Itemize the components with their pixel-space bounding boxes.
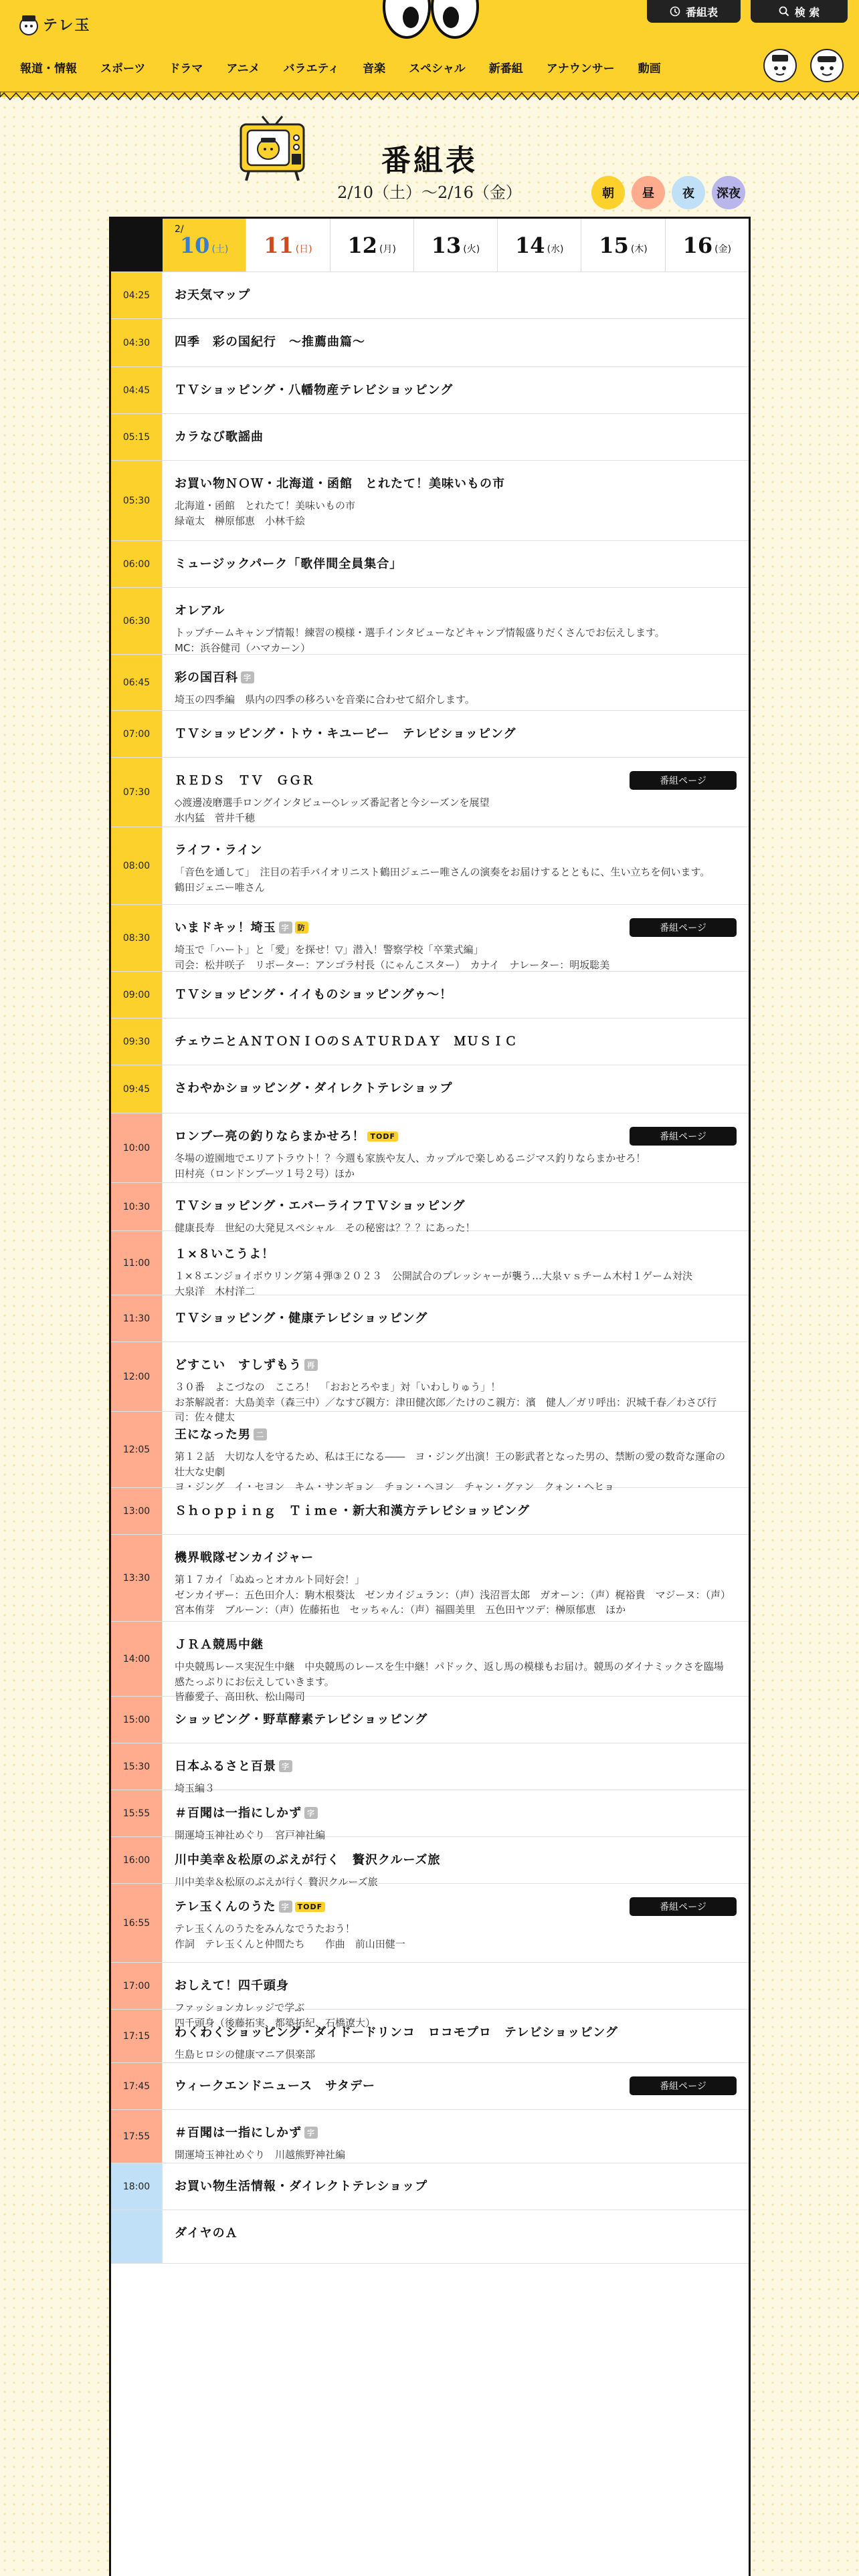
day-tab[interactable] [581,219,665,272]
program-time: 15:00 [111,1697,163,1743]
program-info [163,1535,749,1621]
program-description-line: 生島ヒロシの健康マニア倶楽部 [175,2048,316,2060]
program-title[interactable] [175,1548,737,1566]
tab-day-of-week: (火) [463,243,480,255]
site-header [0,0,859,97]
program-title[interactable] [175,1196,737,1214]
program-row[interactable] [111,1790,749,1841]
program-title[interactable] [175,1804,737,1821]
day-tabs [111,219,749,272]
program-info [163,905,749,971]
program-time: 04:30 [111,319,163,366]
program-title-text: いまドキッ！埼玉 [175,921,276,935]
program-time: 05:30 [111,461,163,540]
tab-day-of-week: (水) [547,243,564,255]
program-description-line: ゼンカイザー：五色田介人：駒木根葵汰 ゼンカイジュラン：（声）浅沼晋太郎 ガオーン：（声）梶裕貴 マジーヌ：（声）宮本侑芽 ブルーン：（声）佐藤拓也 セッちゃん：（声）福圓美里 五色田ヤツデ：榊原郁恵 ほか [175,1588,726,1616]
program-title-text: 機界戦隊ゼンカイジャー [175,1551,314,1565]
search-icon [779,6,789,17]
program-description [175,1269,737,1299]
program-description [175,498,737,528]
program-schedule [109,217,751,2576]
mascot-logo-icon [19,13,39,35]
program-time: 06:30 [111,588,163,654]
tab-day-number: 14 [515,232,545,258]
program-time: 04:45 [111,367,163,413]
program-title-text: ＴＶショッピング・八幡物産テレビショッピング [175,383,454,397]
program-description-line: 開運埼玉神社めぐり 川越熊野神社編 [175,2149,346,2161]
program-row[interactable] [111,711,749,758]
tab-day-of-week: (土) [211,243,229,255]
program-title-text: ショッピング・野草酵素テレビショッピング [175,1713,428,1727]
program-info [163,1183,749,1234]
program-row[interactable] [111,1488,749,1535]
program-description-line: 第１７カイ「ぬぬっとオカルト同好会！」 [175,1574,365,1586]
program-description-line: 冬場の遊園地でエリアトラウト！？今週も家族や友人、カップルで楽しめるニジマス釣りならまかせろ！ [175,1152,646,1164]
program-title-text: お買い物生活情報・ダイレクトテレショップ [175,2179,428,2193]
program-badge: 二 [254,1428,267,1440]
program-info [163,588,749,654]
program-row[interactable] [111,272,749,319]
program-title[interactable] [175,1976,737,1994]
program-title-text: わくわくショッピング・ダイドードリンコ ロコモプロ テレビショッピング [175,2026,618,2040]
day-tab[interactable] [163,219,246,272]
program-row[interactable] [111,1018,749,1065]
program-title[interactable] [175,474,737,492]
program-title[interactable] [175,1425,737,1442]
program-title[interactable] [175,332,737,350]
program-description-line: 皆藤愛子、高田秋、松山陽司 [175,1691,306,1703]
program-time: 08:30 [111,905,163,971]
program-title-text: ウィークエンドニュース サタデー [175,2079,376,2093]
program-row[interactable] [111,2010,749,2063]
program-info [163,655,749,710]
program-title[interactable] [175,1501,737,1519]
program-title[interactable] [175,1757,737,1774]
program-info [163,1412,749,1493]
program-description-line: １×８エンジョイボウリング第４弾③２０２３ 公開試合のプレッシャーが襲う…大泉ｖｓチーム木村１ゲーム対決 [175,1270,692,1282]
program-info [163,1963,749,2029]
program-time: 05:15 [111,414,163,460]
program-title-text: ミュージックパーク「歌伴間全員集合」 [175,557,403,571]
program-description-line: 第１２話 大切な人を守るため、私は王になる―― ヨ・ジング出演！王の影武者となった男の、禁断の愛の数奇な運命の壮大な史劇 [175,1451,726,1478]
program-description [175,625,737,655]
program-description-line: ３０番 よこづなの こころ！ 「おおとろやま」対「いわしりゅう」！ [175,1381,501,1393]
tab-day-number: 16 [682,232,713,258]
program-title-text: 日本ふるさと百景 [175,1759,276,1774]
program-info [163,1231,749,1295]
program-row[interactable] [111,1342,749,1423]
program-info [163,2210,749,2263]
program-description-line: 健康長寿 世紀の大発見スペシャル その秘密は？？？にあった！ [175,1222,476,1234]
day-tab[interactable] [414,219,498,272]
page-title: 番組表 [381,144,478,178]
program-row[interactable] [111,1963,749,2029]
program-title[interactable] [175,985,737,1002]
program-row[interactable] [111,319,749,367]
program-time: 12:00 [111,1342,163,1411]
program-title-text: おしえて！四千頭身 [175,1979,289,1993]
program-description [175,1921,737,1951]
program-badge: 字 [279,1901,292,1913]
program-title[interactable] [175,286,737,303]
nav-news[interactable]: 報道・情報 [20,62,77,76]
program-row[interactable] [111,1697,749,1743]
program-description [175,692,737,708]
program-description [175,865,737,895]
program-time: 07:00 [111,711,163,757]
program-time: 10:00 [111,1113,163,1182]
program-time: 10:30 [111,1183,163,1230]
program-title[interactable] [175,1032,737,1049]
program-description-line: 川中美幸＆松原のぶえが行く 贅沢クルーズ旅 [175,1876,378,1888]
tab-day-number: 13 [431,232,462,258]
program-page-button[interactable]: 番組ページ [630,1127,737,1146]
program-info [163,2063,749,2109]
program-row[interactable] [111,1837,749,1888]
program-badge: 字 [304,1807,318,1819]
tab-day-number: 15 [599,232,629,258]
program-row[interactable] [111,758,749,827]
program-info [163,1065,749,1113]
program-row[interactable] [111,461,749,541]
program-info [163,827,749,904]
program-title-text: ＴＶショッピング・健康テレビショッピング [175,1311,428,1325]
program-time: 17:55 [111,2110,163,2163]
program-description [175,942,737,972]
program-time: 15:30 [111,1743,163,1790]
logo-text: テレ玉 [43,17,91,34]
mascot-character-icon-2[interactable] [809,48,844,83]
program-badge: 再 [304,1359,318,1371]
program-description-line: 鶴田ジェニー唯さん [175,881,265,893]
program-time: 08:00 [111,827,163,904]
program-title-text: さわやかショッピング・ダイレクトテレショップ [175,1081,453,1095]
program-title[interactable] [175,1309,737,1326]
program-title[interactable] [175,1079,737,1096]
program-page-button[interactable]: 番組ページ [630,2076,737,2095]
day-tab[interactable] [498,219,581,272]
program-row[interactable] [111,1412,749,1493]
program-title-text: ＃百聞は一指にしかず [175,2126,302,2140]
nav-anime[interactable]: アニメ [226,62,260,76]
program-title-text: Ｓｈｏｐｐｉｎｇ Ｔｉｍｅ・新大和漢方テレビショッピング [175,1504,530,1518]
program-title-text: カラなび歌謡曲 [175,430,264,444]
program-description-line: 中央競馬レース実況生中継 中央競馬のレースを生中継！パドック、返し馬の模様もお届け。競馬のダイナミックさを臨場感たっぷりにお伝えしていきます。 [175,1660,724,1688]
program-row[interactable] [111,1535,749,1622]
program-badge: TODF [367,1132,398,1142]
program-title[interactable] [175,1850,737,1868]
program-description-line: ヨ・ジング イ・セヨン キム・サンギョン チョン・ヘヨン チャン・グァン クォン・ヘヒョ [175,1481,615,1493]
program-description-line: 埼玉の四季編 県内の四季の移ろいを音楽に合わせて紹介します。 [175,693,475,706]
tab-day-of-week: (月) [379,243,396,255]
schedule-button-label: 番組表 [685,5,718,19]
program-time: 13:00 [111,1488,163,1534]
program-info [163,1884,749,1962]
program-title[interactable] [175,668,737,685]
program-time: 16:00 [111,1837,163,1883]
program-info [163,541,749,587]
program-description-line: トップチームキャンプ情報！練習の模様・選手インタビューなどキャンプ情報盛りだくさんでお伝えします。 [175,627,665,639]
program-time: 04:25 [111,272,163,318]
program-info [163,1018,749,1065]
program-title-text: お天気マップ [175,288,251,302]
program-description-line: 作詞 テレ玉くんと仲間たち 作曲 前山田健一 [175,1937,405,1950]
program-badge: 字 [279,922,292,934]
program-title-text: ライフ・ライン [175,843,263,857]
program-info [163,414,749,460]
program-info [163,1295,749,1341]
tab-day-of-week: (日) [295,243,312,255]
program-badge: 字 [279,1760,292,1772]
program-row[interactable] [111,1231,749,1295]
clock-icon [670,6,680,17]
program-description-line: お茶解説者：大島美幸（森三中）／なすび親方：津田健次郎／たけのこ親方：濱 健人／ガリ呼出：沢城千春／わさび行司：佐々健太 [175,1396,717,1423]
program-row[interactable] [111,655,749,711]
program-list [111,272,749,2264]
program-title[interactable] [175,1635,737,1652]
program-time: 17:15 [111,2010,163,2062]
program-description-line: 司会：松井咲子 リポーター：アンゴラ村長（にゃんこスター） カナイ ナレーター：明坂聡美 [175,958,610,971]
search-button[interactable] [751,0,848,23]
program-description-line: 「音色を通して」 注目の若手バイオリニスト鶴田ジェニー唯さんの演奏をお届けするとともに、生い立ちを伺います。 [175,866,710,878]
nav-video[interactable]: 動画 [638,62,661,76]
program-description-line: 大泉洋 木村洋二 [175,1285,256,1297]
program-info [163,1790,749,1841]
program-row[interactable] [111,1183,749,1234]
program-title-text: お買い物ＮＯＷ・北海道・函館 とれたて！美味いもの市 [175,477,505,491]
program-description [175,1151,737,1181]
program-description-line: テレ玉くんのうたをみんなでうたおう！ [175,1923,355,1935]
program-description-line: MC：浜谷健司（ハマカーン） [175,641,311,654]
program-title[interactable] [175,724,737,742]
day-tab[interactable] [246,219,330,272]
tab-corner [111,219,163,272]
program-title-text: 四季 彩の国紀行 〜推薦曲篇〜 [175,335,365,349]
program-time: 16:55 [111,1884,163,1962]
program-row[interactable] [111,588,749,655]
nav-music[interactable]: 音楽 [363,62,386,76]
program-row[interactable] [111,414,749,461]
program-page-button[interactable]: 番組ページ [630,1897,737,1916]
program-info [163,319,749,366]
program-title-text: ロンブー亮の釣りならまかせろ！ [175,1130,365,1144]
program-title-text: １×８いこうよ！ [175,1247,275,1261]
program-description-line: 開運埼玉神社めぐり 宮戸神社編 [175,1829,326,1841]
program-row[interactable] [111,972,749,1018]
day-tab[interactable] [666,219,749,272]
program-title-text: ＪＲＡ競馬中継 [175,1638,264,1652]
program-description-line: ファッションカレッジで学ぶ [175,2002,305,2014]
nav-announcer[interactable]: アナウンサー [546,62,615,76]
program-title[interactable] [175,2023,737,2040]
program-row[interactable] [111,1065,749,1113]
program-row[interactable] [111,2210,749,2264]
program-info [163,272,749,318]
late-night-button[interactable]: 深夜 [712,176,745,209]
program-row[interactable] [111,905,749,972]
schedule-button[interactable] [647,0,741,23]
program-title[interactable] [175,1710,737,1727]
program-title-text: ＴＶショッピング・イイものショッピングゥ〜！ [175,988,453,1002]
program-title-text: テレ玉くんのうた [175,1900,276,1914]
program-page-button[interactable]: 番組ページ [630,771,737,790]
program-info [163,1743,749,1794]
program-description-line: 埼玉で「ハート」と「愛」を探せ！▽」潜入！警察学校「卒業式編」 [175,944,484,956]
tab-day-number: 11 [264,232,294,258]
program-title-text: ＴＶショッピング・エバーライフＴＶショッピング [175,1199,466,1213]
program-title-text: オレアル [175,604,225,618]
program-title-text: 王になった男 [175,1428,251,1442]
program-info [163,1697,749,1743]
program-row[interactable] [111,1295,749,1342]
program-time: 09:00 [111,972,163,1018]
program-description [175,2147,737,2163]
program-title[interactable] [175,601,737,619]
program-time: 14:00 [111,1622,163,1696]
program-info [163,2110,749,2163]
nav-sports[interactable]: スポーツ [100,62,146,76]
nav-special[interactable]: スペシャル [409,62,466,76]
search-button-label: 検 索 [794,5,820,19]
tab-day-of-week: (木) [630,243,648,255]
program-title-text: ＴＶショッピング・トウ・キユーピー テレビショッピング [175,727,516,741]
program-title-text: ＃百聞は一指にしかず [175,1806,302,1820]
logo[interactable] [19,11,91,37]
program-info [163,1837,749,1888]
program-description-line: 水内猛 菅井千穂 [175,811,256,824]
nav-drama[interactable]: ドラマ [169,62,203,76]
nav-new-programs[interactable]: 新番組 [488,62,523,76]
program-title[interactable] [175,2224,737,2241]
program-info [163,1342,749,1423]
tab-month: 2/ [175,224,184,235]
program-info [163,711,749,757]
program-time: 09:30 [111,1018,163,1065]
program-info [163,2010,749,2062]
program-time: 15:55 [111,1790,163,1836]
program-info [163,972,749,1018]
mascot-eyes-icon [381,0,480,40]
program-title-text: 川中美幸＆松原のぶえが行く 贅沢クルーズ旅 [175,1853,441,1867]
program-title[interactable] [175,2177,737,2194]
program-row[interactable] [111,541,749,588]
program-title-text: どすこい すしずもう [175,1358,302,1372]
tab-day-number: 10 [179,232,210,258]
program-time [111,2210,163,2263]
program-badge: 字 [304,2127,318,2139]
program-time: 11:30 [111,1295,163,1341]
program-row[interactable] [111,1884,749,1963]
program-description-line: 四千頭身（後藤拓実、都築拓紀、石橋遼大） [175,2016,376,2029]
program-info [163,1488,749,1534]
tab-day-of-week: (金) [714,243,732,255]
program-title[interactable] [175,554,737,572]
program-info [163,1113,749,1182]
mascot-character-icon[interactable] [763,48,797,83]
program-time: 18:00 [111,2163,163,2210]
program-description [175,2047,737,2062]
program-title[interactable] [175,381,737,398]
morning-button[interactable]: 朝 [591,176,625,209]
day-tab[interactable] [330,219,414,272]
evening-button[interactable]: 夜 [672,176,705,209]
program-badge: 字 [241,671,254,683]
program-row[interactable] [111,367,749,414]
program-info [163,461,749,540]
program-badge: TODF [295,1902,326,1912]
program-time: 17:00 [111,1963,163,2009]
program-description [175,1572,737,1618]
program-title[interactable] [175,841,737,858]
tv-mascot-icon [235,112,309,183]
tab-day-number: 12 [347,232,377,258]
program-title-text: ＲＥＤＳ ＴＶ ＧＧＲ [175,774,314,788]
program-row[interactable] [111,1743,749,1794]
program-description-line: 北海道・函館 とれたて！美味いもの市 [175,500,356,512]
program-time: 06:45 [111,655,163,710]
program-time: 09:45 [111,1065,163,1113]
program-title[interactable] [175,2123,737,2141]
program-info [163,758,749,827]
date-range: 2/10（土）〜2/16（金） [337,183,522,202]
program-title-text: チェウニとＡＮＴＯＮＩＯのＳＡＴＵＲＤＡＹ ＭＵＳＩＣ [175,1035,518,1049]
daytime-button[interactable]: 昼 [632,176,665,209]
program-row[interactable] [111,2110,749,2163]
program-time: 13:30 [111,1535,163,1621]
program-row[interactable] [111,2063,749,2110]
program-title[interactable] [175,1245,737,1262]
program-title-text: ダイヤのＡ [175,2226,238,2240]
program-row[interactable] [111,827,749,905]
program-title[interactable] [175,427,737,445]
program-time: 12:05 [111,1412,163,1487]
nav-variety[interactable]: バラエティ [283,62,340,76]
program-info [163,367,749,413]
main-nav [0,55,859,79]
program-row[interactable] [111,1622,749,1703]
program-time: 07:30 [111,758,163,827]
program-row[interactable] [111,2163,749,2210]
program-info [163,1622,749,1703]
program-time: 17:45 [111,2063,163,2109]
program-title-text: 彩の国百科 [175,671,238,685]
program-time: 06:00 [111,541,163,587]
program-info [163,2163,749,2210]
program-description-line: 埼玉編３ [175,1782,215,1794]
program-title[interactable] [175,1356,737,1373]
header-zigzag-divider [0,92,859,101]
program-time: 11:00 [111,1231,163,1295]
program-description [175,795,737,825]
program-row[interactable] [111,1113,749,1183]
program-description-line: ◇渡邊凌磨選手ロングインタビュー◇レッズ番記者と今シーズンを展望 [175,796,490,809]
program-badge: 防 [295,922,308,934]
program-description-line: 田村亮（ロンドンブーツ１号２号）ほか [175,1167,355,1180]
program-description-line: 緑竜太 榊原郁恵 小林千絵 [175,514,306,527]
program-page-button[interactable]: 番組ページ [630,918,737,937]
